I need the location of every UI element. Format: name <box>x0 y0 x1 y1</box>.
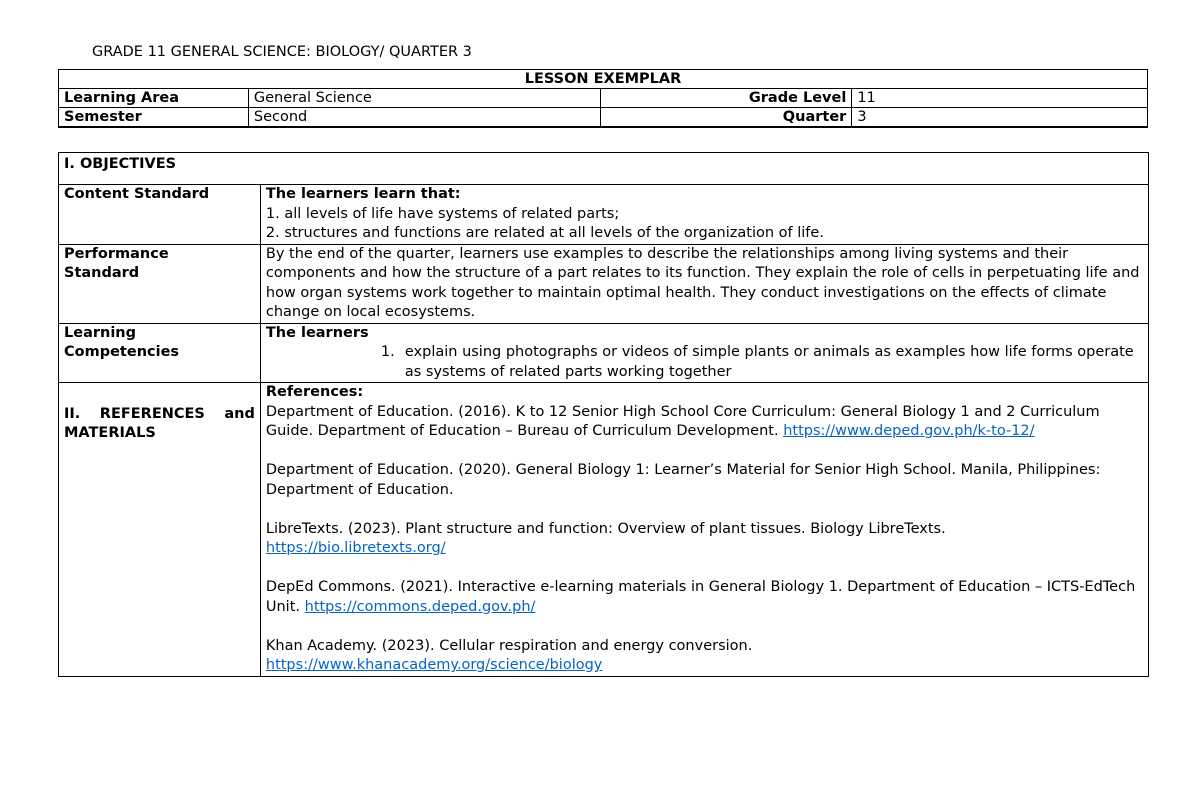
reference-text: LibreTexts. (2023). Plant structure and function: Overview of plant tissues. Biology LibreTexts. <box>265 520 946 537</box>
reference-entry <box>266 578 1143 617</box>
grade-level-label: Grade Level <box>600 89 852 108</box>
reference-link[interactable]: https://commons.deped.gov.ph/ <box>304 598 536 615</box>
exemplar-title: LESSON EXEMPLAR <box>59 70 1148 89</box>
grade-level-value: 11 <box>852 89 1148 108</box>
learning-competencies-cell <box>260 323 1148 383</box>
content-standard-intro: The learners learn that: <box>265 186 461 202</box>
content-standard-label: Content Standard <box>59 185 261 245</box>
competency-text: explain using photographs or videos of simple plants or animals as examples how life forms operate as systems of related parts working together <box>404 344 1134 380</box>
performance-standard-label <box>59 244 261 323</box>
content-standard-item: 1. all levels of life have systems of related parts; <box>265 205 620 222</box>
references-label: II. REFERENCES and MATERIALS <box>59 383 261 677</box>
semester-value: Second <box>248 108 600 128</box>
references-cell <box>260 383 1148 677</box>
reference-text: Department of Education. (2016). K to 12 Senior High School Core Curriculum: General Biology 1 and 2 Curriculum Guide. Department of Education – Bureau of Curriculum Development. <box>265 403 1100 439</box>
learning-competencies-label <box>59 323 261 383</box>
reference-text: Khan Academy. (2023). Cellular respiration and energy conversion. <box>265 637 753 654</box>
reference-entry <box>266 461 1143 500</box>
quarter-label: Quarter <box>600 108 852 128</box>
objectives-table <box>58 152 1149 677</box>
learning-area-label: Learning Area <box>59 89 249 108</box>
reference-text: DepEd Commons. (2021). Interactive e-learning materials in General Biology 1. Department of Education – ICTS-EdTech Unit. <box>265 579 1136 615</box>
competencies-intro: The learners <box>265 324 369 341</box>
competency-item <box>266 343 1143 382</box>
learning-area-value: General Science <box>248 89 600 108</box>
competency-number: 1. <box>380 344 395 360</box>
lesson-exemplar-table <box>58 69 1148 128</box>
content-standard-item: 2. structures and functions are related at all levels of the organization of life. <box>265 225 824 241</box>
reference-link[interactable]: https://www.deped.gov.ph/k-to-12/ <box>783 423 1035 439</box>
objectives-heading: I. OBJECTIVES <box>59 153 1149 185</box>
document-header: GRADE 11 GENERAL SCIENCE: BIOLOGY/ QUARTER 3 <box>92 44 472 60</box>
reference-link[interactable]: https://www.khanacademy.org/science/biology <box>265 657 603 673</box>
performance-standard-label-line: Standard <box>64 265 140 281</box>
learning-competencies-label-line: Learning <box>64 324 137 341</box>
quarter-value: 3 <box>852 108 1148 128</box>
content-standard-cell <box>260 185 1148 245</box>
semester-label: Semester <box>59 108 249 128</box>
references-heading: References: <box>265 384 364 400</box>
reference-entry <box>266 520 1143 559</box>
reference-text: Department of Education. (2020). General Biology 1: Learner’s Material for Senior High School. Manila, Philippines: Department of Education. <box>265 462 1101 498</box>
reference-link[interactable]: https://bio.libretexts.org/ <box>265 540 446 556</box>
performance-standard-text: By the end of the quarter, learners use examples to describe the relationships among living systems and their components and how the structure of a part relates to its function. They explain the role of cells in perpetuating life and how organ systems work together to maintain optimal health. They conduct investigations on the effects of climate change on local ecosystems. <box>260 244 1148 323</box>
learning-competencies-label-line: Competencies <box>64 344 180 360</box>
performance-standard-label-line: Performance <box>64 245 169 262</box>
reference-entry <box>266 637 1143 676</box>
reference-entry <box>266 403 1143 442</box>
